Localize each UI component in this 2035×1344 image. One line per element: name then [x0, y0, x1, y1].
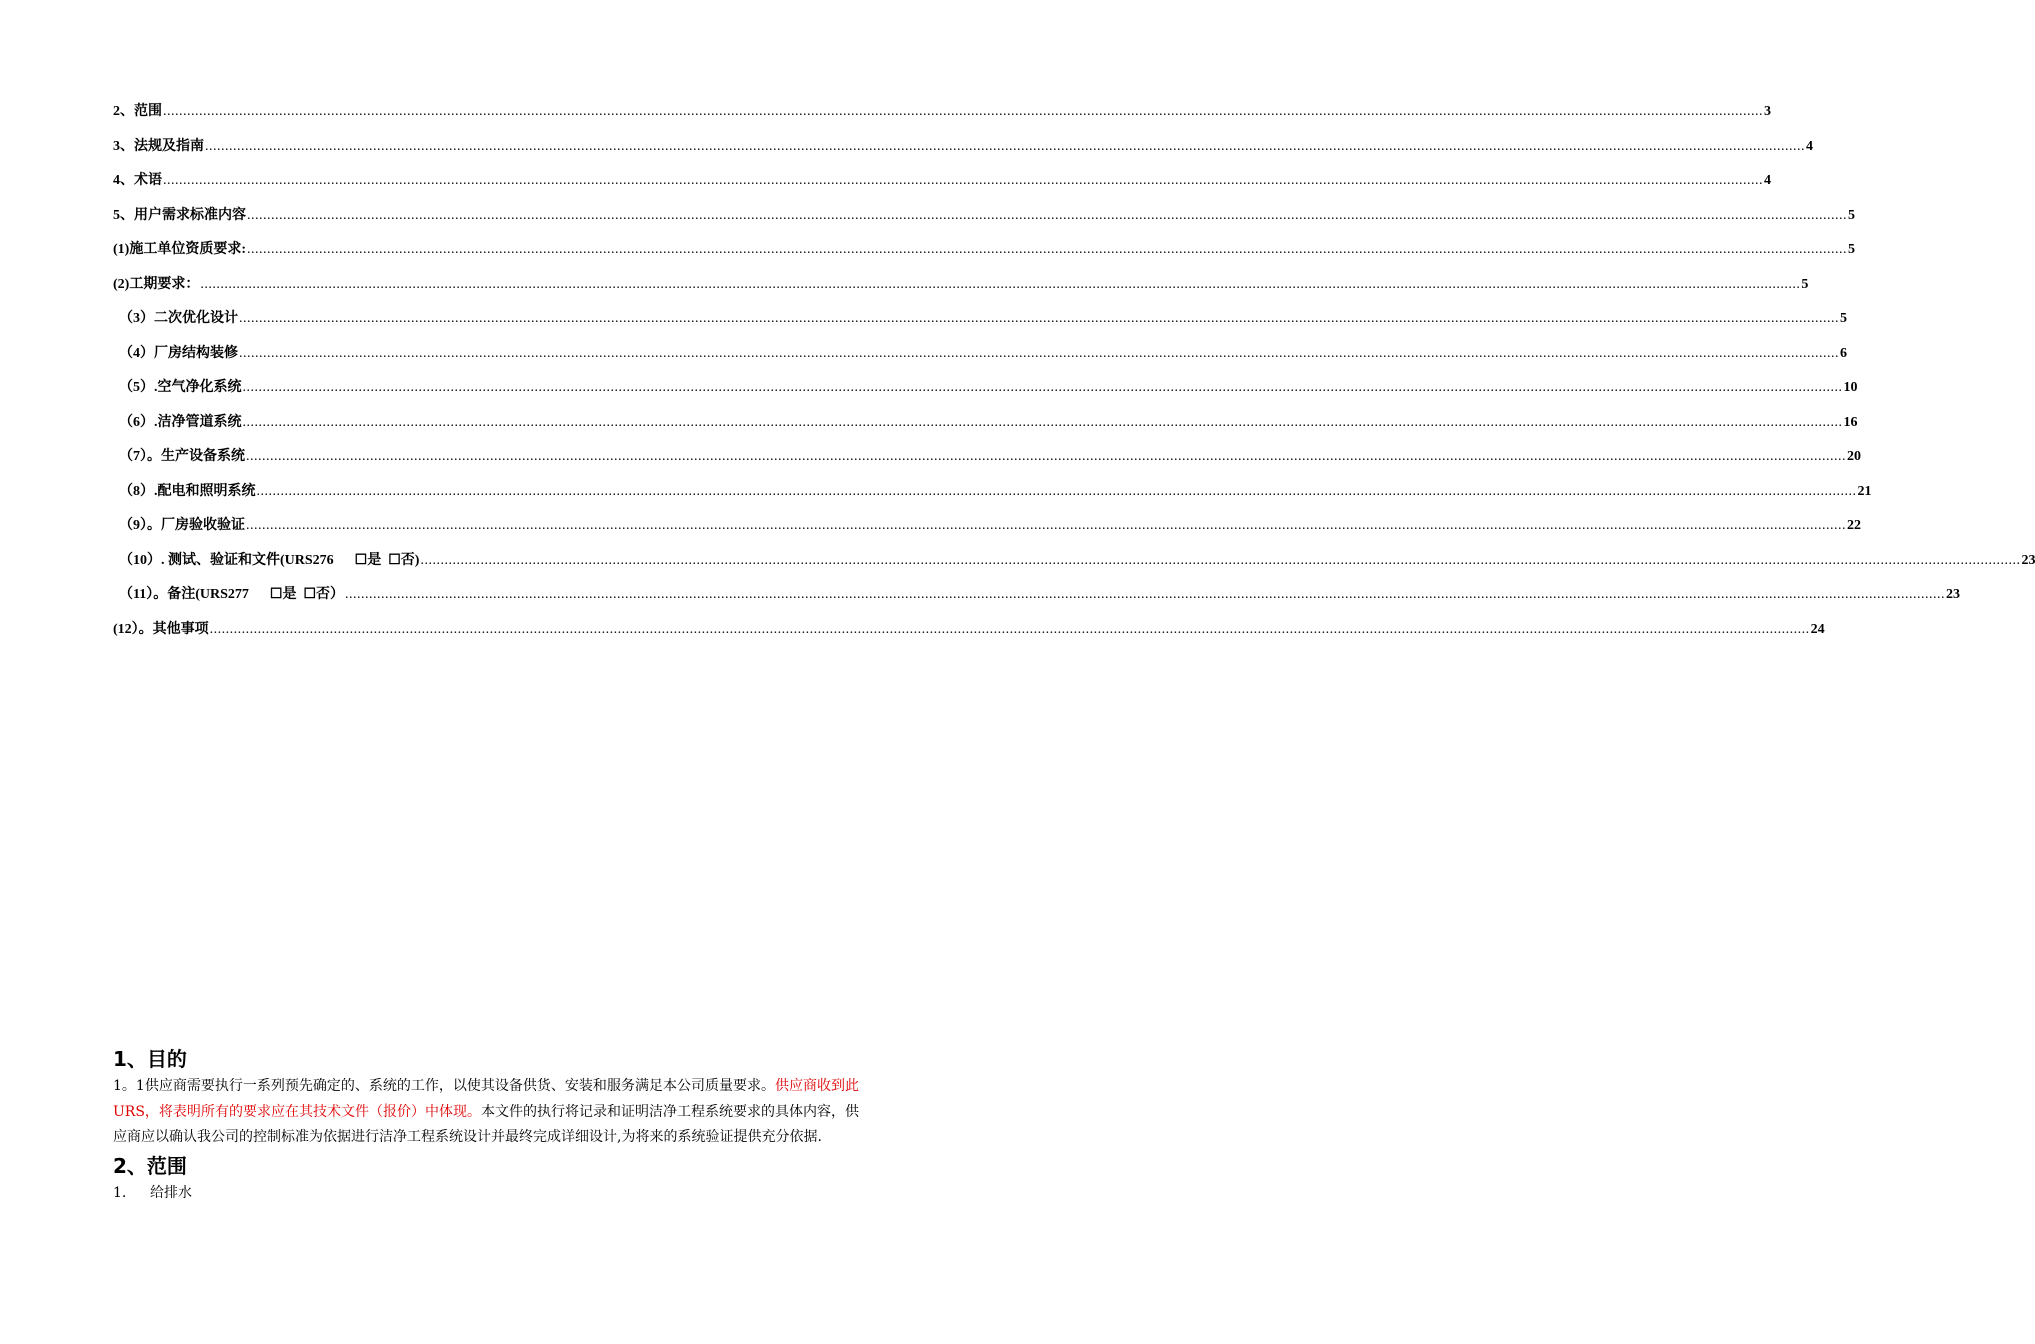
toc-entry[interactable]	[113, 238, 1855, 273]
toc-leader-dots: ................................................................................................................................................................................................................................................................................................................................................................................................................	[209, 621, 1810, 637]
toc-leader-dots: ................................................................................................................................................................................................................................................................................................................................................................................................................	[239, 345, 1839, 361]
toc-page-number: 10	[1843, 380, 1858, 395]
toc-entry[interactable]	[113, 411, 1858, 446]
toc-entry-title: 4、术语	[113, 173, 162, 188]
toc-entry-title: （7）。生产设备系统	[119, 449, 245, 464]
toc-page-number: 24	[1810, 621, 1825, 637]
toc-entry[interactable]	[113, 514, 1861, 549]
toc-leader-dots: ................................................................................................................................................................................................................................................................................................................................................................................................................	[420, 552, 2021, 568]
section-1-heading: 1、目的	[113, 1047, 187, 1071]
table-of-contents	[113, 100, 2035, 652]
toc-entry-title: (2)工期要求：	[113, 276, 200, 292]
toc-entry[interactable]	[113, 342, 1847, 377]
toc-entry[interactable]	[113, 445, 1861, 480]
toc-entry[interactable]	[113, 204, 1855, 239]
toc-entry[interactable]	[113, 618, 1825, 653]
toc-page-number: 5	[1848, 242, 1855, 257]
paragraph-text-continued: 本文件的执行将记录和证明洁净工程系统要求的具体内容，供应商应以确认我公司的控制标准为依据进行洁净工程系统设计并最终完成详细设计,为将来的系统验证提供充分依据.	[113, 1103, 859, 1145]
toc-leader-dots: ................................................................................................................................................................................................................................................................................................................................................................................................................	[242, 380, 1843, 395]
toc-leader-dots: ................................................................................................................................................................................................................................................................................................................................................................................................................	[239, 311, 1839, 326]
toc-leader-dots: ................................................................................................................................................................................................................................................................................................................................................................................................................	[163, 104, 1763, 119]
list-item-number: 1.	[113, 1184, 127, 1201]
toc-entry[interactable]	[113, 480, 1872, 515]
toc-entry[interactable]	[113, 169, 1771, 204]
section-2-heading: 2、范围	[113, 1153, 187, 1178]
toc-entry[interactable]	[113, 376, 1858, 411]
list-item-text: 给排水	[150, 1184, 192, 1201]
toc-entry[interactable]	[113, 307, 1847, 342]
toc-page-number: 23	[2021, 552, 2035, 568]
toc-leader-dots: ................................................................................................................................................................................................................................................................................................................................................................................................................	[247, 207, 1847, 223]
toc-entry-title: （11）。备注(URS277 ☐是 ☐否）	[119, 587, 344, 602]
toc-entry[interactable]	[113, 583, 1960, 618]
toc-entry-title: (12）。其他事项	[113, 621, 209, 637]
toc-entry-title: 5、用户需求标准内容	[113, 207, 246, 223]
toc-entry-title: （10）. 测试、验证和文件(URS276 ☐是 ☐否)	[119, 552, 420, 568]
toc-entry[interactable]	[113, 135, 1813, 170]
toc-entry-title: （4）厂房结构装修	[119, 345, 238, 361]
toc-page-number: 20	[1847, 449, 1861, 464]
section-1-paragraph	[113, 1074, 859, 1151]
toc-leader-dots: ................................................................................................................................................................................................................................................................................................................................................................................................................	[242, 414, 1843, 430]
toc-page-number: 16	[1843, 414, 1858, 430]
toc-leader-dots: ................................................................................................................................................................................................................................................................................................................................................................................................................	[200, 276, 1801, 292]
toc-page-number: 6	[1840, 345, 1847, 361]
document-body	[113, 1044, 859, 1206]
list-item	[113, 1181, 859, 1206]
toc-page-number: 3	[1764, 104, 1771, 119]
toc-entry[interactable]	[113, 549, 2035, 584]
paragraph-text: 1。1供应商需要执行一系列预先确定的、系统的工作，以使其设备供货、安装和服务满足本公司质量要求。	[113, 1078, 775, 1094]
toc-entry-title: （3）二次优化设计	[119, 311, 238, 326]
toc-page-number: 5	[1840, 311, 1847, 326]
toc-entry-title: 3、法规及指南	[113, 138, 204, 154]
toc-entry-title: （5）.空气净化系统	[119, 380, 242, 395]
toc-entry-title: （6）.洁净管道系统	[119, 414, 242, 430]
toc-entry[interactable]	[113, 100, 1771, 135]
toc-page-number: 4	[1764, 173, 1771, 188]
toc-entry[interactable]	[113, 273, 1809, 308]
toc-leader-dots: ................................................................................................................................................................................................................................................................................................................................................................................................................	[256, 483, 1857, 499]
toc-entry-title: （9）。厂房验收验证	[119, 518, 245, 533]
toc-page-number: 4	[1806, 138, 1813, 154]
toc-leader-dots: ................................................................................................................................................................................................................................................................................................................................................................................................................	[163, 173, 1763, 188]
toc-page-number: 21	[1857, 483, 1872, 499]
toc-leader-dots: ................................................................................................................................................................................................................................................................................................................................................................................................................	[246, 449, 1846, 464]
toc-leader-dots: ................................................................................................................................................................................................................................................................................................................................................................................................................	[205, 138, 1805, 154]
toc-page-number: 5	[1848, 207, 1855, 223]
toc-entry-title: 2、范围	[113, 104, 162, 119]
toc-entry-title: (1)施工单位资质要求:	[113, 242, 246, 257]
toc-leader-dots: ................................................................................................................................................................................................................................................................................................................................................................................................................	[345, 587, 1945, 602]
toc-entry-title: （8）.配电和照明系统	[119, 483, 256, 499]
toc-page-number: 23	[1946, 587, 1960, 602]
toc-page-number: 5	[1801, 276, 1809, 292]
toc-page-number: 22	[1847, 518, 1861, 533]
toc-leader-dots: ................................................................................................................................................................................................................................................................................................................................................................................................................	[246, 518, 1846, 533]
highlighted-requirement: 供应商收到此URS，将表明所有的要求应在其技术文件（报价）中体现。	[113, 1078, 860, 1120]
toc-leader-dots: ................................................................................................................................................................................................................................................................................................................................................................................................................	[247, 242, 1847, 257]
